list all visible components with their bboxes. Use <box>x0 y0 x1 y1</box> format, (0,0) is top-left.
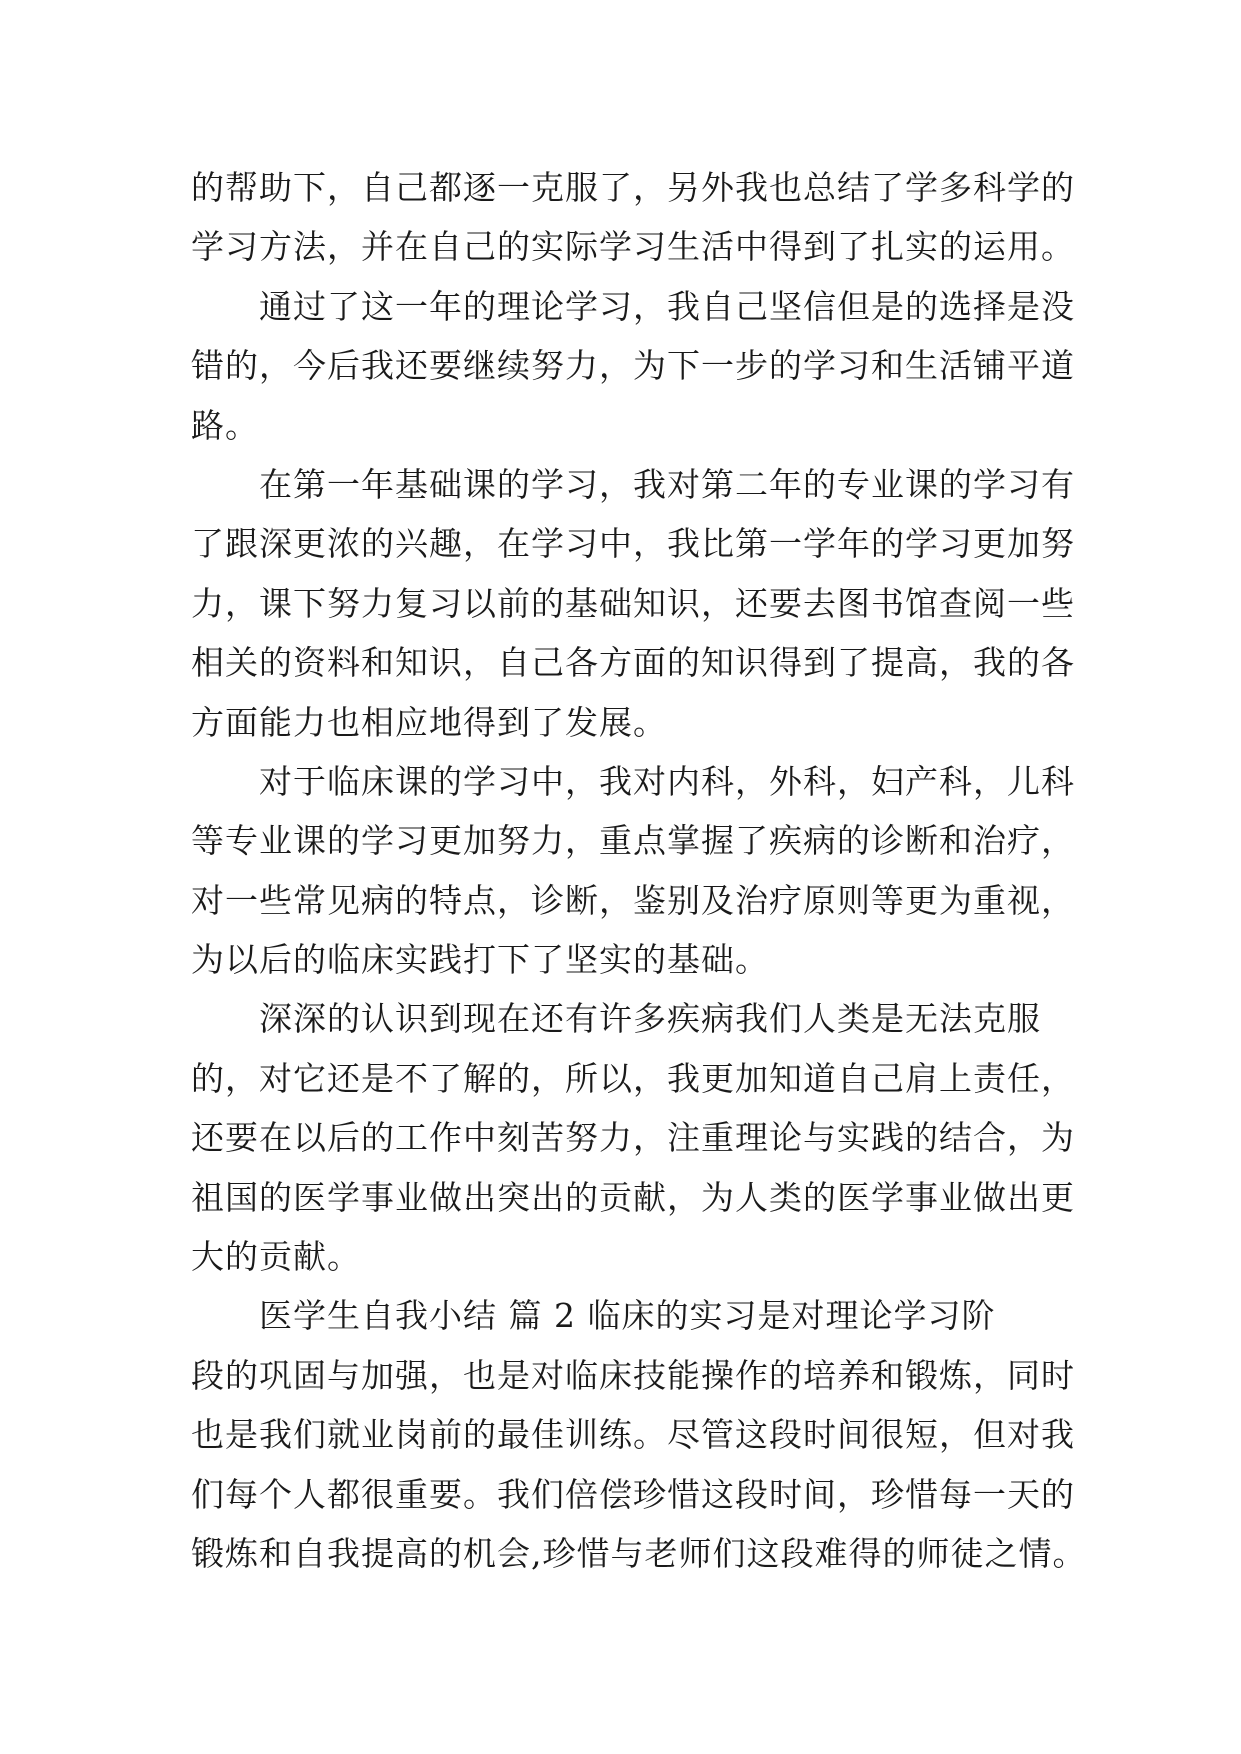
text-line: 的，对它还是不了解的，所以，我更加知道自己肩上责任， <box>191 1058 1075 1098</box>
text-line: 祖国的医学事业做出突出的贡献，为人类的医学事业做出更 <box>191 1177 1075 1217</box>
text-line: 为以后的临床实践打下了坚实的基础。 <box>191 940 769 980</box>
text-line: 力，课下努力复习以前的基础知识，还要去图书馆查阅一些 <box>191 583 1075 623</box>
text-line: 们每个人都很重要。我们倍偿珍惜这段时间，珍惜每一天的 <box>191 1474 1075 1514</box>
text-line: 相关的资料和知识，自己各方面的知识得到了提高，我的各 <box>191 643 1075 683</box>
text-line: 错的，今后我还要继续努力，为下一步的学习和生活铺平道 <box>191 346 1075 386</box>
text-line: 路。 <box>191 405 259 445</box>
text-line: 等专业课的学习更加努力，重点掌握了疾病的诊断和治疗， <box>191 821 1075 861</box>
text-line: 通过了这一年的理论学习，我自己坚信但是的选择是没 <box>259 286 1075 326</box>
text-line: 也是我们就业岗前的最佳训练。尽管这段时间很短，但对我 <box>191 1415 1075 1455</box>
text-line: 对一些常见病的特点，诊断，鉴别及治疗原则等更为重视， <box>191 880 1075 920</box>
document-body <box>191 158 1087 1583</box>
text-line: 锻炼和自我提高的机会,珍惜与老师们这段难得的师徒之情。 <box>191 1533 1087 1573</box>
text-line: 医学生自我小结 篇 2 临床的实习是对理论学习阶 <box>259 1296 996 1336</box>
text-line: 在第一年基础课的学习，我对第二年的专业课的学习有 <box>259 464 1075 504</box>
text-line: 段的巩固与加强，也是对临床技能操作的培养和锻炼，同时 <box>191 1355 1075 1395</box>
text-line: 了跟深更浓的兴趣，在学习中，我比第一学年的学习更加努 <box>191 524 1075 564</box>
text-line: 还要在以后的工作中刻苦努力，注重理论与实践的结合，为 <box>191 1118 1075 1158</box>
text-line: 方面能力也相应地得到了发展。 <box>191 702 667 742</box>
text-line: 学习方法，并在自己的实际学习生活中得到了扎实的运用。 <box>191 227 1075 267</box>
text-line: 深深的认识到现在还有许多疾病我们人类是无法克服 <box>259 999 1041 1039</box>
text-line: 大的贡献。 <box>191 1237 361 1277</box>
text-line: 的帮助下，自己都逐一克服了，另外我也总结了学多科学的 <box>191 168 1075 207</box>
text-line: 对于临床课的学习中，我对内科，外科，妇产科，儿科 <box>259 761 1075 801</box>
